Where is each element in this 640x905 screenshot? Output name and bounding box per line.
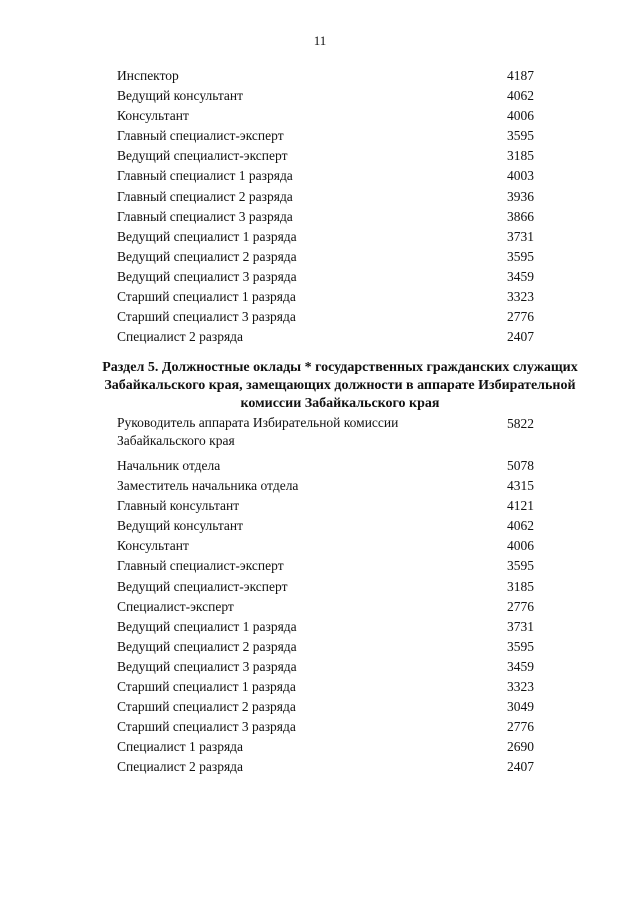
position-title: Ведущий специалист 1 разряда bbox=[117, 618, 297, 634]
salary-row bbox=[117, 456, 547, 476]
salary-value: 3595 bbox=[507, 638, 534, 654]
salary-value: 3731 bbox=[507, 228, 534, 244]
salary-row bbox=[117, 476, 547, 496]
position-title: Ведущий консультант bbox=[117, 518, 244, 534]
salary-row bbox=[117, 414, 547, 450]
salary-value: 2776 bbox=[507, 598, 534, 614]
salary-row bbox=[117, 536, 547, 556]
position-title: Ведущий специалист 3 разряда bbox=[117, 268, 297, 284]
position-title: Старший специалист 2 разряда bbox=[117, 699, 296, 715]
salary-value: 4315 bbox=[507, 478, 534, 494]
salary-row bbox=[117, 516, 547, 536]
salary-row bbox=[117, 717, 547, 737]
position-title: Ведущий специалист 2 разряда bbox=[117, 638, 297, 654]
position-title: Инспектор bbox=[117, 68, 179, 83]
salary-row bbox=[117, 247, 547, 267]
position-title: Главный специалист 3 разряда bbox=[117, 208, 293, 224]
position-title: Консультант bbox=[117, 538, 189, 554]
salary-value: 5078 bbox=[507, 458, 534, 473]
salary-value: 3595 bbox=[507, 248, 534, 264]
position-title: Главный специалист-эксперт bbox=[117, 128, 284, 144]
salary-value: 2407 bbox=[507, 759, 534, 775]
salary-row bbox=[117, 677, 547, 697]
salary-list-top bbox=[117, 66, 547, 347]
position-title: Начальник отдела bbox=[117, 458, 221, 473]
salary-row bbox=[117, 737, 547, 757]
salary-row bbox=[117, 327, 547, 347]
position-title: Ведущий консультант bbox=[117, 88, 244, 104]
salary-value: 3459 bbox=[507, 658, 534, 674]
position-title: Старший специалист 3 разряда bbox=[117, 309, 296, 325]
salary-row bbox=[117, 166, 547, 186]
salary-value: 4187 bbox=[507, 68, 534, 83]
position-title: Главный специалист-эксперт bbox=[117, 558, 284, 574]
salary-row bbox=[117, 227, 547, 247]
salary-row bbox=[117, 556, 547, 576]
position-title: Ведущий специалист 1 разряда bbox=[117, 228, 297, 244]
salary-row bbox=[117, 207, 547, 227]
salary-value: 4062 bbox=[507, 518, 534, 534]
salary-row bbox=[117, 66, 547, 86]
salary-value: 3323 bbox=[507, 679, 534, 695]
position-title: Ведущий специалист-эксперт bbox=[117, 148, 288, 164]
salary-value: 3323 bbox=[507, 289, 534, 305]
position-title: Заместитель начальника отдела bbox=[117, 478, 299, 494]
position-title: Ведущий специалист 2 разряда bbox=[117, 248, 297, 264]
salary-row bbox=[117, 637, 547, 657]
position-title: Старший специалист 1 разряда bbox=[117, 679, 296, 695]
salary-value: 2776 bbox=[507, 719, 534, 735]
salary-row bbox=[117, 146, 547, 166]
salary-row bbox=[117, 267, 547, 287]
position-title: Специалист 2 разряда bbox=[117, 329, 244, 345]
salary-value: 2407 bbox=[507, 329, 534, 345]
salary-value: 3595 bbox=[507, 558, 534, 574]
salary-row bbox=[117, 697, 547, 717]
salary-list-section-5 bbox=[117, 414, 547, 778]
salary-value: 4006 bbox=[507, 538, 534, 554]
salary-row bbox=[117, 757, 547, 777]
salary-value: 5822 bbox=[507, 416, 534, 431]
position-title: Специалист 1 разряда bbox=[117, 739, 244, 755]
salary-row bbox=[117, 577, 547, 597]
position-title: Специалист-эксперт bbox=[117, 598, 234, 614]
position-title: Консультант bbox=[117, 108, 189, 124]
section-heading: Раздел 5. Должностные оклады * государственных гражданских служащих Забайкальского края, замещающих должности в аппарате Избирательной комиссии Забайкальского края bbox=[102, 360, 578, 411]
salary-value: 3185 bbox=[507, 578, 534, 594]
salary-row bbox=[117, 597, 547, 617]
position-title: Старший специалист 3 разряда bbox=[117, 719, 296, 735]
position-title: Старший специалист 1 разряда bbox=[117, 289, 296, 305]
position-title: Главный специалист 1 разряда bbox=[117, 168, 293, 184]
salary-row bbox=[117, 617, 547, 637]
salary-value: 3049 bbox=[507, 699, 534, 715]
salary-row bbox=[117, 126, 547, 146]
position-title: Главный консультант bbox=[117, 498, 240, 514]
salary-value: 2776 bbox=[507, 309, 534, 325]
salary-row bbox=[117, 287, 547, 307]
salary-value: 4006 bbox=[507, 108, 534, 124]
position-title: Ведущий специалист 3 разряда bbox=[117, 658, 297, 674]
position-title: Специалист 2 разряда bbox=[117, 759, 244, 775]
salary-row bbox=[117, 657, 547, 677]
salary-value: 4003 bbox=[507, 168, 534, 184]
page-number: 11 bbox=[313, 33, 327, 48]
salary-value: 3459 bbox=[507, 268, 534, 284]
position-title: Ведущий специалист-эксперт bbox=[117, 578, 288, 594]
salary-value: 3936 bbox=[507, 188, 534, 204]
salary-value: 3866 bbox=[507, 208, 534, 224]
salary-value: 3185 bbox=[507, 148, 534, 164]
position-title: Главный специалист 2 разряда bbox=[117, 188, 293, 204]
salary-row bbox=[117, 307, 547, 327]
salary-value: 4121 bbox=[507, 498, 534, 514]
salary-value: 4062 bbox=[507, 88, 534, 104]
salary-value: 3731 bbox=[507, 618, 534, 634]
salary-value: 2690 bbox=[507, 739, 534, 755]
salary-value: 3595 bbox=[507, 128, 534, 144]
salary-row bbox=[117, 106, 547, 126]
salary-row bbox=[117, 496, 547, 516]
position-title: Руководитель аппарата Избирательной комиссии Забайкальского края bbox=[117, 415, 399, 448]
salary-row bbox=[117, 86, 547, 106]
salary-row bbox=[117, 187, 547, 207]
